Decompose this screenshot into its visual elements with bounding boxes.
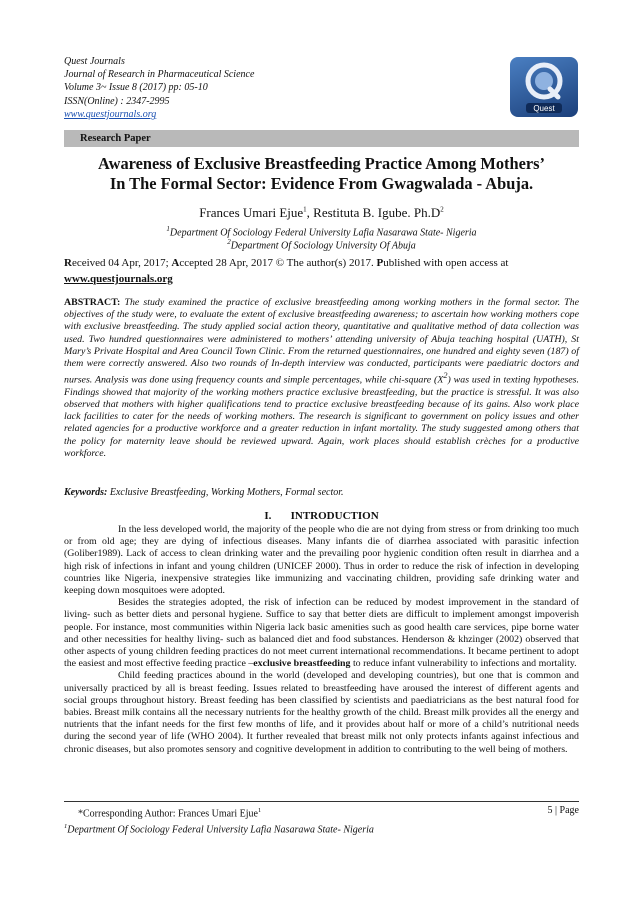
- accepted-initial: A: [171, 257, 180, 269]
- paragraph-3: Child feeding practices abound in the world (developed and developing countries), but one that is common and universally practiced by all is breast feeding. Issues related to breastfeeding have aroused the interest of different agents and social groups throughout history. Breast feeding has been classified by scientists and paediatricians as the best natural food for babies. Breast milk contains all the necessary nutrients for the healthy growth of the child. Breast milk provides all the energy and nutrients that the infant needs for the first few months of life, and it provides about half or more of a child’s nutritional needs during the second year of life (WHO 2004). It further revealed that breast milk not only protects infants against infectious and chronic diseases, but also promotes sensory and cognitive development in addition to contributing to the well being of mothers.: [64, 670, 579, 755]
- abstract: [64, 297, 579, 460]
- category-label: Research Paper: [80, 133, 151, 144]
- paragraph-2: [64, 597, 579, 670]
- received-line: [64, 255, 579, 287]
- section-heading-introduction: I. INTRODUCTION: [264, 510, 379, 522]
- received-text: eceived 04 Apr, 2017;: [71, 257, 172, 269]
- abstract-text: The study examined the practice of exclusive breastfeeding among working mothers in the formal sector. The objectives of the study were, to evaluate the extent of exclusive breastfeeding awareness; to ascertain how working mothers cope with exclusive breastfeeding. The study applied social action theory, quantitative and qualitative method of data collection was used. Two hundred questionnaires were administered to mothers’ attending university of Abuja teaching hospital (UATH), St Mary’s Private Hospital and Area Council Town Clinic. From the returned questionnaires, one hundred and eighty seven (187) of them were correctly answered. Also two rounds of In-depth interview was conducted, participants were paediatric doctors and nurses. Analysis was done using frequency counts and simple percentages, while chi-square (X: [64, 297, 579, 386]
- page-number: 5 | Page: [547, 805, 579, 816]
- affiliation-2: [64, 238, 579, 251]
- affiliation-1-sup: 1: [166, 225, 170, 233]
- affiliation-1-text: Department Of Sociology Federal University Lafia Nasarawa State- Nigeria: [169, 227, 477, 239]
- journal-url-link[interactable]: www.questjournals.org: [64, 108, 157, 120]
- published-text: ublished with open access at: [383, 257, 509, 269]
- keywords-label: Keywords:: [64, 487, 108, 498]
- paper-title: [64, 154, 579, 194]
- author-2: , Restituta B. Igube. Ph.D: [306, 205, 441, 220]
- abstract-text-cont: ) was used in texting hypotheses. Findings showed that majority of the working mothers practice exclusive breastfeeding, but the practice is stressful. It was also observed that mothers with higher qualifications tend to practice exclusive breastfeeding because of its gains. Also work place lack facilities to cater for the needs of working mothers. The research is significant to government on policy issues and other related agencies for a productive workforce and a greater reduction in infant mortality. The study suggested among others that the policy for maternity leave should be reviewed upward. Again, work places should establish crèches for a productive workforce.: [64, 374, 579, 459]
- corresponding-author: [78, 804, 579, 820]
- affiliation-1: [64, 225, 579, 238]
- logo-text: Quest: [533, 104, 555, 113]
- keywords: [64, 487, 579, 498]
- author-1: Frances Umari Ejue: [199, 205, 304, 220]
- footer-divider: [64, 801, 579, 802]
- title-line-1: Awareness of Exclusive Breastfeeding Practice Among Mothers’: [97, 154, 545, 173]
- affiliation-2-text: Department Of Sociology University Of Abuja: [230, 240, 416, 252]
- paragraph-2-text: Besides the strategies adopted, the risk of infection can be reduced by modest improvement in the standard of living- such as better diets and personal hygiene. Suffice to say that better diets are difficult to implement amongst impoverish people. For instance, most communities within Nigeria lack basic amenities such as good health care services, pipe borne water and other necessities for healthy living- such as balanced diet and food substances. Henderson & khzinger (2002) observed that other aspects of young children feeding practices do not meet current international recommendations. It became pertinent to adopt the easiest and most effective feeding practice –: [64, 597, 579, 670]
- open-access-link[interactable]: www.questjournals.org: [64, 273, 173, 285]
- journal-issn: ISSN(Online) : 2347-2995: [64, 95, 170, 107]
- received-initial: R: [64, 257, 72, 269]
- footer-affiliation-text: Department Of Sociology Federal University Lafia Nasarawa State- Nigeria: [67, 824, 374, 836]
- affiliation-2-sup: 2: [227, 238, 231, 246]
- journal-header: [64, 55, 254, 121]
- journal-name: Journal of Research in Pharmaceutical Science: [64, 69, 255, 81]
- footer-affiliation-sup: 1: [64, 823, 68, 831]
- keywords-text: Exclusive Breastfeeding, Working Mothers, Formal sector.: [107, 487, 344, 498]
- author-list: [64, 205, 579, 221]
- title-line-2: In The Formal Sector: Evidence From Gwagwalada - Abuja.: [109, 174, 534, 193]
- author-2-sup: 2: [440, 205, 444, 214]
- accepted-text: ccepted 28 Apr, 2017 © The author(s) 2017.: [179, 257, 377, 269]
- paragraph-2-text-end: to reduce infant vulnerability to infections and mortality.: [350, 658, 577, 670]
- category-bar: [64, 130, 579, 147]
- published-initial: P: [376, 257, 384, 269]
- corresponding-author-sup: 1: [257, 807, 262, 814]
- author-1-sup: 1: [303, 205, 307, 214]
- journal-publisher: Quest Journals: [64, 56, 125, 67]
- quest-q-logo-icon: [510, 57, 578, 117]
- abstract-label: ABSTRACT:: [64, 297, 121, 308]
- body-text: [64, 524, 579, 756]
- footer-affiliation: [64, 820, 579, 836]
- journal-volume: Volume 3~ Issue 8 (2017) pp: 05-10: [64, 82, 208, 94]
- corresponding-author-text: *Corresponding Author: Frances Umari Ejue: [78, 808, 258, 820]
- abstract-sup: 2: [443, 371, 448, 381]
- paragraph-2-emphasis: exclusive breastfeeding: [253, 658, 351, 670]
- footer: [64, 804, 579, 837]
- paragraph-1: In the less developed world, the majority of the people who die are not dying from stress or from drinking too much or from old age; they are dying of infectious diseases. Many infants die of diarrhea associated with parasitic infection (Goliber1989). Lack of access to clean drinking water and the prevailing poor hygienic condition often result in diarrhea and a high risk of infections in infant and young children (UNICEF 2000). Thus in order to reduce the risk of infection in developing countries like Nigeria, inexpensive strategies like immunizing and vaccinating children, providing safe drinking water and keeping down mosquitoes were adopted.: [64, 524, 579, 597]
